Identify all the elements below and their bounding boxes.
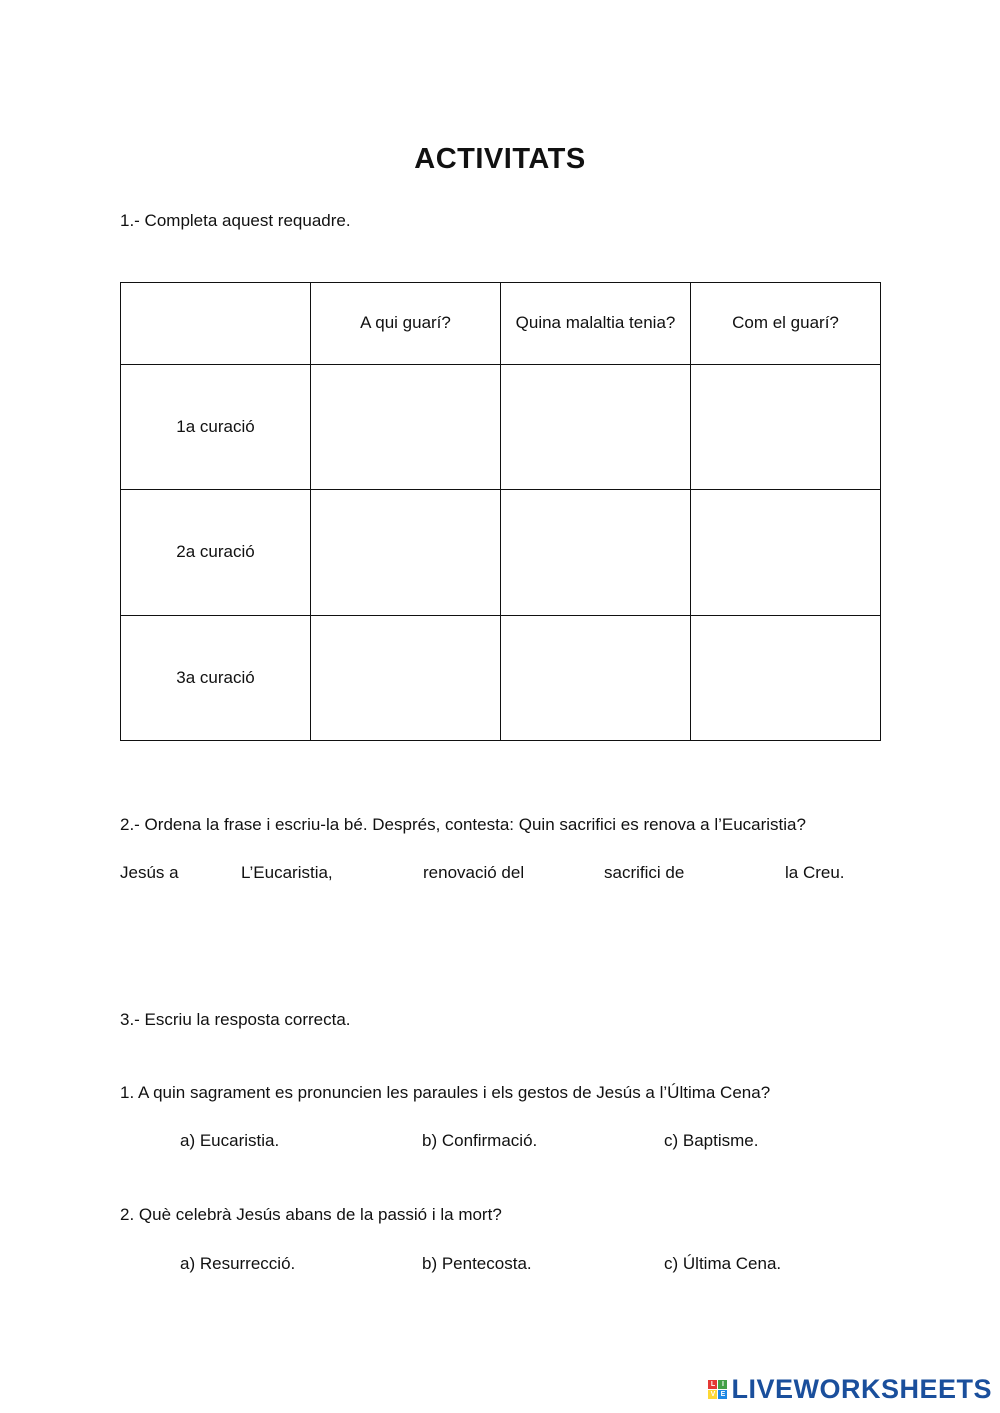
answer-option[interactable]: b) Pentecosta. [422,1254,532,1273]
answer-option[interactable]: b) Confirmació. [422,1131,538,1150]
answer-cell[interactable] [501,364,691,489]
table-header-com: Com el guarí? [691,283,881,365]
logo-block-i: I [718,1380,727,1389]
table-row [121,490,881,615]
healing-table [120,282,881,741]
table-header-malaltia: Quina malaltia tenia? [501,283,691,365]
answer-option[interactable]: a) Eucaristia. [180,1131,280,1150]
table-row [121,615,881,740]
word-chip: Jesús a [120,863,179,882]
answer-cell[interactable] [691,615,881,740]
logo-block-e: E [718,1390,727,1399]
row-label: 3a curació [121,615,311,740]
word-chip: la Creu. [785,863,845,882]
row-label: 1a curació [121,364,311,489]
question-text: 2. Què celebrà Jesús abans de la passió i la mort? [120,1205,502,1224]
answer-cell[interactable] [311,364,501,489]
word-chip: sacrifici de [604,863,685,882]
row-label: 2a curació [121,490,311,615]
table-header-empty [121,283,311,365]
logo-text: LIVEWORKSHEETS [731,1374,992,1404]
answer-cell[interactable] [501,490,691,615]
answer-cell[interactable] [311,490,501,615]
section2-heading: 2.- Ordena la frase i escriu-la bé. Després, contesta: Quin sacrifici es renova a l’Eucaristia? [120,815,806,834]
logo-block-v: V [708,1390,717,1399]
answer-option[interactable]: c) Baptisme. [664,1131,759,1150]
answer-cell[interactable] [311,615,501,740]
table-row [121,364,881,489]
answer-cell[interactable] [501,615,691,740]
page-title: ACTIVITATS [414,143,586,175]
liveworksheets-logo [708,1374,992,1405]
logo-icon [708,1380,727,1399]
answer-cell[interactable] [691,490,881,615]
answer-option[interactable]: c) Última Cena. [664,1254,782,1273]
answer-option[interactable]: a) Resurrecció. [180,1254,296,1273]
word-chip: renovació del [423,863,525,882]
word-chip: L’Eucaristia, [241,863,333,882]
table-header-row [121,283,881,365]
answer-cell[interactable] [691,364,881,489]
section1-heading: 1.- Completa aquest requadre. [120,211,351,230]
logo-block-l: L [708,1380,717,1389]
section3-heading: 3.- Escriu la resposta correcta. [120,1010,351,1029]
table-header-a-qui: A qui guarí? [311,283,501,365]
question-text: 1. A quin sagrament es pronuncien les paraules i els gestos de Jesús a l’Última Cena? [120,1083,771,1102]
